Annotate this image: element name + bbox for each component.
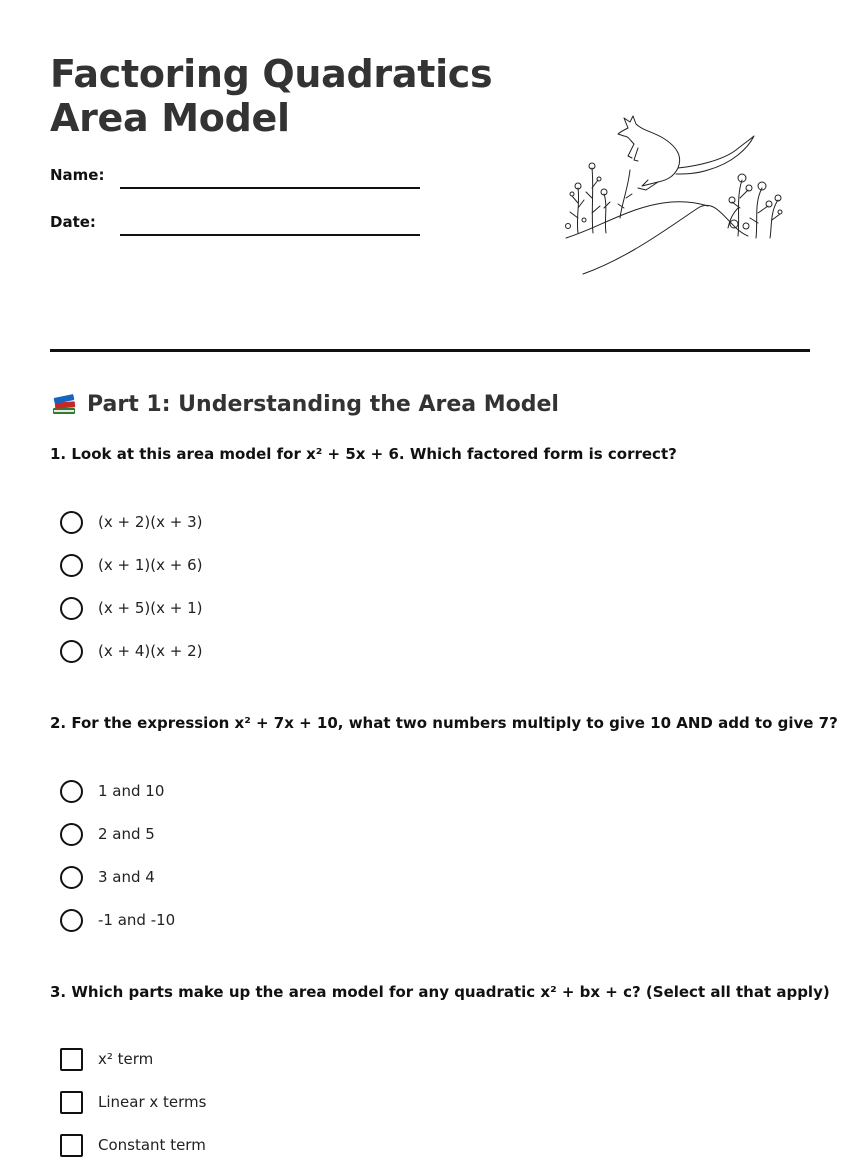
section-1-title: Part 1: Understanding the Area Model	[87, 391, 559, 417]
date-field-line[interactable]	[120, 234, 420, 236]
radio-button[interactable]	[60, 866, 83, 889]
q3-option-1[interactable]	[60, 1046, 153, 1072]
title-line-2: Area Model	[50, 96, 290, 140]
checkbox[interactable]	[60, 1134, 83, 1157]
radio-button[interactable]	[60, 511, 83, 534]
radio-button[interactable]	[60, 640, 83, 663]
option-label: -1 and -10	[98, 911, 176, 929]
q1-option-1[interactable]	[60, 509, 202, 535]
date-label: Date:	[50, 213, 96, 231]
radio-button[interactable]	[60, 823, 83, 846]
q2-option-4[interactable]	[60, 907, 175, 933]
checkbox[interactable]	[60, 1091, 83, 1114]
option-label: 3 and 4	[98, 868, 155, 886]
header-divider	[50, 349, 810, 352]
q2-option-3[interactable]	[60, 864, 155, 890]
option-label: Constant term	[98, 1136, 206, 1154]
section-1-heading	[50, 390, 559, 418]
question-2-text: 2. For the expression x² + 7x + 10, what two numbers multiply to give 10 AND add to give 7?	[50, 714, 838, 732]
question-3-text: 3. Which parts make up the area model for any quadratic x² + bx + c? (Select all that apply)	[50, 983, 830, 1001]
checkbox[interactable]	[60, 1048, 83, 1071]
books-icon	[50, 390, 78, 418]
option-label: 2 and 5	[98, 825, 155, 843]
option-label: 1 and 10	[98, 782, 165, 800]
radio-button[interactable]	[60, 780, 83, 803]
option-label: (x + 2)(x + 3)	[98, 513, 203, 531]
q2-option-2[interactable]	[60, 821, 155, 847]
q3-option-2[interactable]	[60, 1089, 206, 1115]
radio-button[interactable]	[60, 554, 83, 577]
option-label: (x + 5)(x + 1)	[98, 599, 203, 617]
q1-option-3[interactable]	[60, 595, 202, 621]
name-field-line[interactable]	[120, 187, 420, 189]
radio-button[interactable]	[60, 909, 83, 932]
name-label: Name:	[50, 166, 105, 184]
q1-option-2[interactable]	[60, 552, 202, 578]
radio-button[interactable]	[60, 597, 83, 620]
option-label: x² term	[98, 1050, 154, 1068]
q2-option-1[interactable]	[60, 778, 164, 804]
option-label: (x + 1)(x + 6)	[98, 556, 203, 574]
question-1-text: 1. Look at this area model for x² + 5x + 6. Which factored form is correct?	[50, 445, 677, 463]
kangaroo-illustration	[558, 108, 790, 280]
q1-option-4[interactable]	[60, 638, 202, 664]
q3-option-3[interactable]	[60, 1132, 206, 1158]
option-label: Linear x terms	[98, 1093, 207, 1111]
option-label: (x + 4)(x + 2)	[98, 642, 203, 660]
title-line-1: Factoring Quadratics	[50, 52, 493, 96]
worksheet-title	[50, 52, 492, 140]
